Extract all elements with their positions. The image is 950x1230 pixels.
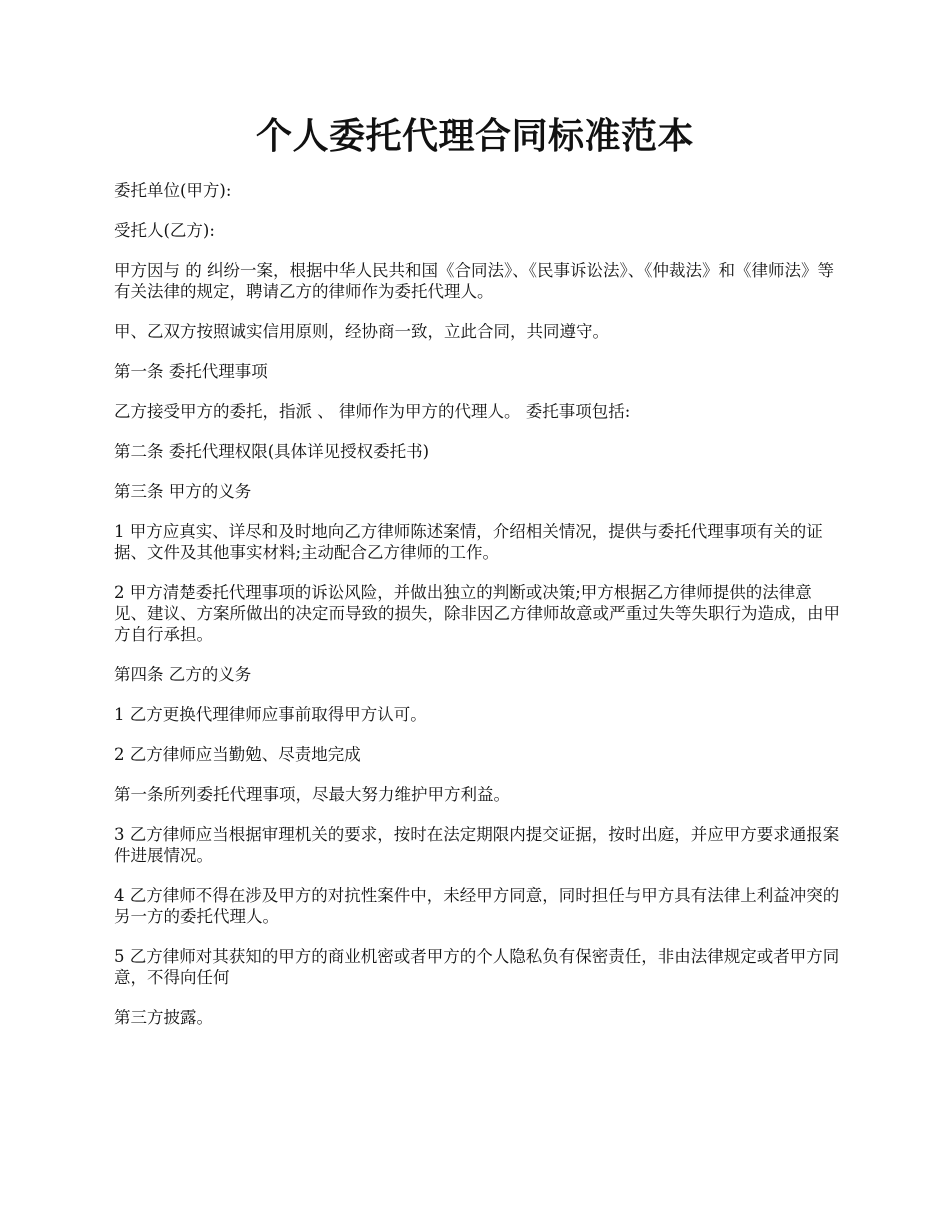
article-4-item-3: 3 乙方律师应当根据审理机关的要求，按时在法定期限内提交证据，按时出庭，并应甲方要求通报案件进展情况。 [114,825,840,865]
article-2-heading: 第二条 委托代理权限(具体详见授权委托书) [114,442,430,461]
article-4-item-5: 5 乙方律师对其获知的甲方的商业机密或者甲方的个人隐私负有保密责任，非由法律规定或者甲方同意，不得向任何 [114,947,840,987]
article-1-heading: 第一条 委托代理事项 [114,362,268,381]
article-4-item-4: 4 乙方律师不得在涉及甲方的对抗性案件中，未经甲方同意，同时担任与甲方具有法律上利益冲突的另一方的委托代理人。 [114,886,840,926]
article-3-heading: 第三条 甲方的义务 [114,482,252,501]
article-3-item-2: 2 甲方清楚委托代理事项的诉讼风险，并做出独立的判断或决策;甲方根据乙方律师提供的法律意见、建议、方案所做出的决定而导致的损失，除非因乙方律师故意或严重过失等失职行为造成，由甲方自行承担。 [114,583,840,644]
preamble-paragraph: 甲方因与 的 纠纷一案，根据中华人民共和国《合同法》、《民事诉讼法》、《仲裁法》和《律师法》等有关法律的规定，聘请乙方的律师作为委托代理人。 [114,261,834,301]
article-4-item-2-continued: 第一条所列委托代理事项，尽最大努力维护甲方利益。 [114,785,510,804]
article-1-body: 乙方接受甲方的委托，指派 、 律师作为甲方的代理人。 委托事项包括: [114,402,631,421]
article-4-heading: 第四条 乙方的义务 [114,665,252,684]
article-4-item-1: 1 乙方更换代理律师应事前取得甲方认可。 [114,705,427,724]
document-body [114,180,842,1047]
document-title: 个人委托代理合同标准范本 [255,115,694,157]
party-a-line: 委托单位(甲方): [114,181,232,200]
article-4-item-2: 2 乙方律师应当勤勉、尽责地完成 [114,745,361,764]
article-4-item-5-continued: 第三方披露。 [114,1008,213,1027]
agreement-paragraph: 甲、乙双方按照诚实信用原则，经协商一致，立此合同，共同遵守。 [114,322,609,341]
article-3-item-1: 1 甲方应真实、详尽和及时地向乙方律师陈述案情，介绍相关情况，提供与委托代理事项有关的证据、文件及其他事实材料;主动配合乙方律师的工作。 [114,522,823,562]
party-b-line: 受托人(乙方): [114,221,215,240]
